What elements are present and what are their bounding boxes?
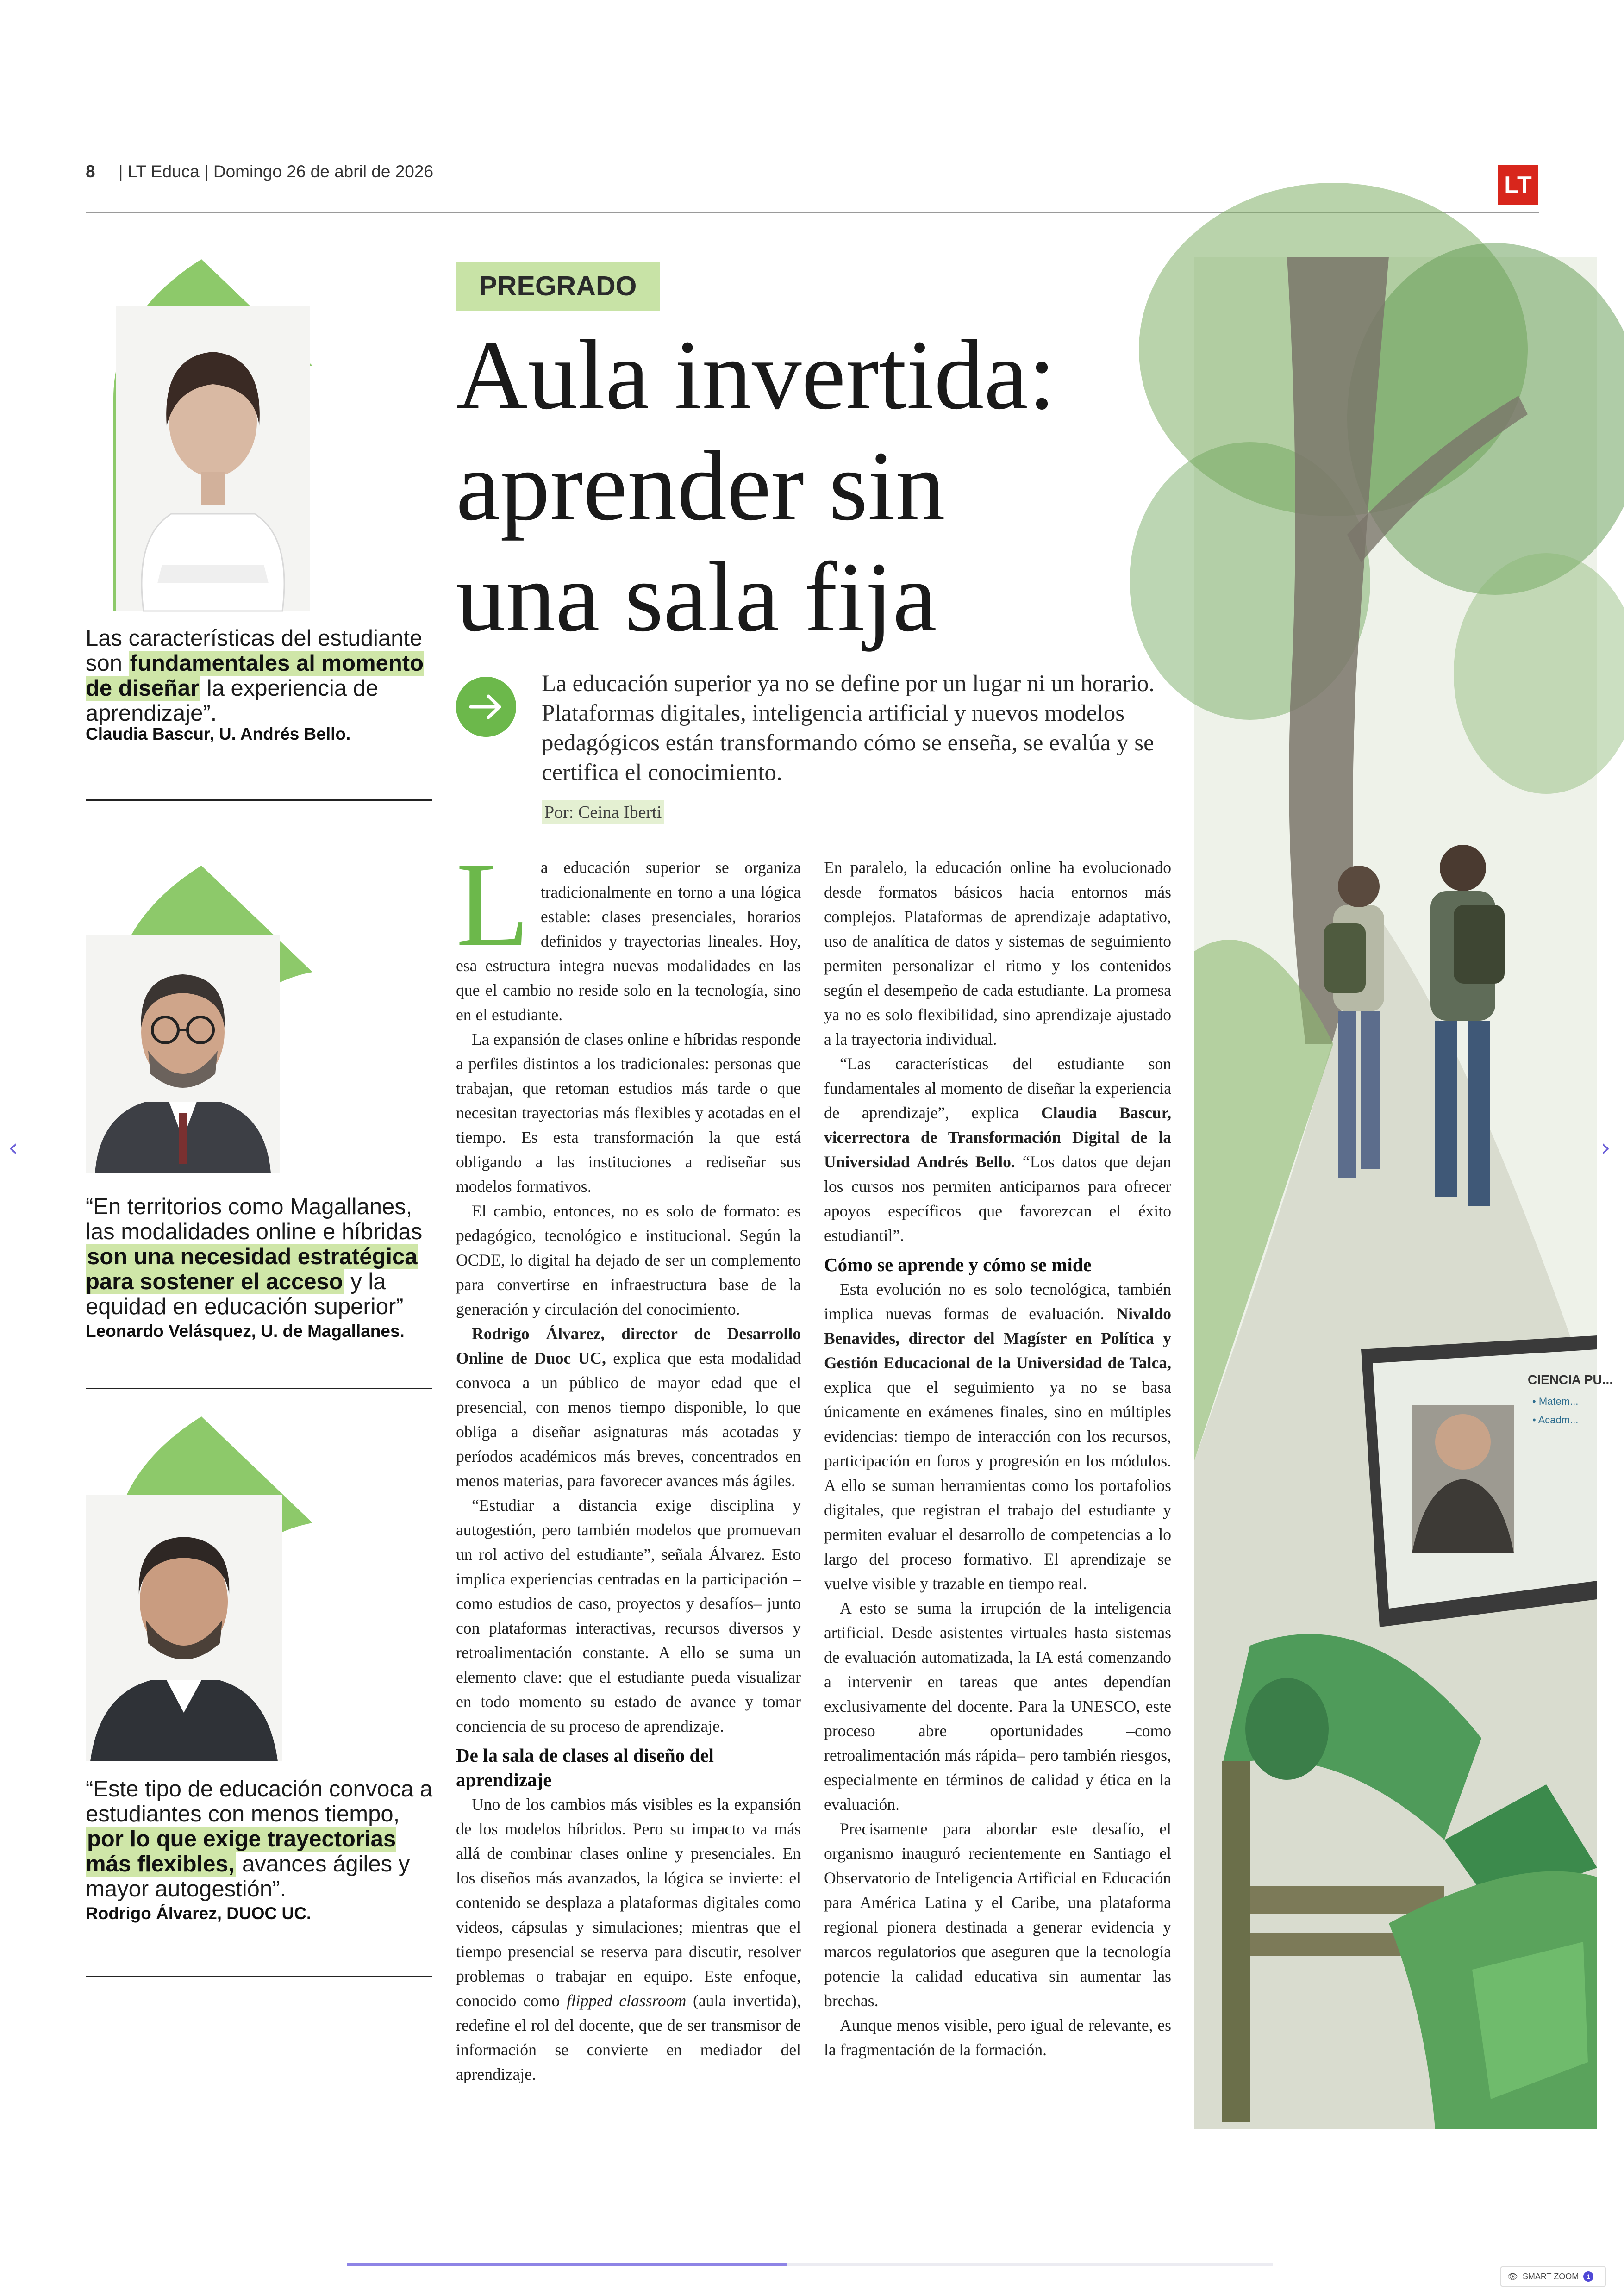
paragraph <box>824 1052 1171 1248</box>
paragraph: La expansión de clases online e híbridas responde a perfiles distintos a los tradicionales: personas que trabajan, que retoman estudios más tarde o que necesitan trayectorias más flexibles y acotadas en el tiempo. Es esta transformación la que está obligando a las instituciones a rediseñar sus modelos formativos. <box>456 1030 801 1196</box>
quote-2-text-end: y la equidad en educación superior” <box>86 1269 404 1319</box>
paragraph: A esto se suma la irrupción de la inteligencia artificial. Desde asistentes virtuales hasta sistemas de evaluación automatizada, la IA está comenzando a intervenir en tareas que antes dependían exclusivamente del docente. Para la UNESCO, este proceso abre oportunidades –como retroalimentación más rápida– pero también riesgos, especialmente en términos de calidad y ética en la evaluación. <box>824 1599 1171 1814</box>
headline-line-3: una sala fija <box>456 542 937 652</box>
paragraph: El cambio, entonces, no es solo de formato: es pedagógico, tecnológico e institucional. Según la OCDE, lo digital ha dejado de ser un complemento para convertirse en infraestructura base de la generación y circulación del conocimiento. <box>456 1202 801 1318</box>
emphasis: flipped classroom <box>566 1991 687 2010</box>
page-header <box>86 162 433 181</box>
source-name: Claudia Bascur, vicerrectora de Transformación Digital de la Universidad Andrés Bello. <box>824 1104 1171 1171</box>
quote-3-text-end: avances ágiles y mayor autogestión”. <box>86 1852 410 1902</box>
headline-line-1: Aula invertida: <box>456 319 1056 430</box>
paragraph-text: “Las características del estudiante son fundamentales al momento de diseñar la experiencia de aprendizaje”, explica <box>824 1054 1171 1122</box>
next-page-button[interactable]: › <box>1601 1134 1611 1162</box>
section-tag: PREGRADO <box>456 262 660 311</box>
quote-divider-1 <box>86 799 432 801</box>
article-lead: La educación superior ya no se define por un lugar ni un horario. Plataformas digitales, inteligencia artificial y nuevos modelos pedagógicos están transformando cómo se enseña, se evalúa y se certifica el conocimiento. <box>542 671 1155 786</box>
quote-1-text-end: la experiencia de aprendizaje”. <box>86 676 379 726</box>
portrait-rodrigo-alvarez <box>86 1495 282 1761</box>
paragraph: “Estudiar a distancia exige disciplina y autogestión, pero también modelos que promuevan un rol activo del estudiante”, señala Álvarez. Esto implica experiencias centradas en la participación –como estudios de caso, proyectos y desafíos– junto con plataformas interactivas, recursos diversos y retroalimentación constante. A ello se suma un elemento clave: que el estudiante pueda visualizar en todo momento su estado de avance y tomar conciencia de su proceso de aprendizaje. <box>456 1496 801 1735</box>
quote-3-highlight: por lo que exige trayectorias más flexibles, <box>86 1827 396 1877</box>
paragraph-text: (aula invertida), redefine el rol del docente, que de ser transmisor de información se convierte en mediador del aprendizaje. <box>456 1991 801 2083</box>
quote-1 <box>86 626 437 726</box>
smart-zoom-button[interactable] <box>1500 2266 1606 2287</box>
quote-3-author: Rodrigo Álvarez, DUOC UC. <box>86 1904 312 1923</box>
paragraph <box>456 1322 801 1493</box>
section-date: | LT Educa | Domingo 26 de abril de 2026 <box>118 162 434 181</box>
watercolor-campus-scene <box>1194 257 1613 2129</box>
subheading: Cómo se aprende y cómo se mide <box>824 1254 1092 1275</box>
paragraph: Precisamente para abordar este desafío, el organismo inauguró recientemente en Santiago el Observatorio de Inteligencia Artificial en Educación para América Latina y el Caribe, una plataforma regional pionera destinada a generar evidencia y marcos regulatorios que aseguren que la tecnología potencie la calidad educativa sin aumentar las brechas. <box>824 1820 1171 2010</box>
quote-2-highlight: son una necesidad estratégica para sostener el acceso <box>86 1244 418 1294</box>
paragraph-text: explica que el seguimiento ya no se basa únicamente en exámenes finales, sino en múltiples evidencias: tiempo de interacción con los recursos, participación en foros y progresión en los módulos. A ello se suman herramientas como los portafolios digitales, que registran el trabajo del estudiante y permiten evaluar el desarrollo de competencias a lo largo del proceso formativo. El aprendizaje se vuelve visible y trazable en tiempo real. <box>824 1378 1171 1593</box>
dropcap: L <box>456 838 530 971</box>
source-name: Nivaldo Benavides, director del Magíster en Política y Gestión Educacional de la Universidad de Talca, <box>824 1304 1171 1372</box>
source-name: Rodrigo Álvarez, director de Desarrollo Online de Duoc UC, <box>456 1324 801 1367</box>
quote-2 <box>86 1194 437 1319</box>
paragraph <box>824 1277 1171 1596</box>
smart-zoom-label: SMART ZOOM <box>1522 2271 1579 2281</box>
arrow-right-icon <box>456 677 516 737</box>
article-column-2 <box>824 855 1171 2062</box>
quote-3 <box>86 1777 437 1902</box>
paragraph-text: Uno de los cambios más visibles es la expansión de los modelos híbridos. Pero su impacto va más allá de combinar clases online y presenciales. En los diseños más avanzados, la lógica se invierte: el contenido se desplaza a plataformas digitales como videos, cápsulas y simulaciones; mientras que el tiempo presencial se reserva para discutir, resolver problemas o trabajar en equipo. Este enfoque, conocido como <box>456 1795 801 2010</box>
quote-1-text: Las características del estudiante son <box>86 626 423 676</box>
laptop-illustration <box>1361 1335 1613 1627</box>
lt-logo: LT <box>1498 165 1538 205</box>
quote-1-author: Claudia Bascur, U. Andrés Bello. <box>86 724 351 743</box>
paragraph-text: explica que esta modalidad convoca a un público de mayor edad que el presencial, con menos tiempo disponible, lo que obliga a diseñar asignaturas más acotadas y períodos académicos más breves, concentrados en menos materias, para favorecer avances más ágiles. <box>456 1349 801 1490</box>
zoom-badge: 1 <box>1583 2271 1593 2282</box>
paragraph: a educación superior se organiza tradicionalmente en torno a una lógica estable: clases presenciales, horarios definidos y trayectorias lineales. Hoy, esa estructura integra nuevas modalidades en las que el cambio no reside solo en la tecnología, sino en el estudiante. <box>456 858 801 1024</box>
laptop-slide-bullet-2: • Acadm... <box>1532 1414 1579 1426</box>
headline <box>456 319 1197 653</box>
eye-icon: 👁 <box>1507 2271 1518 2281</box>
portrait-claudia-bascur <box>116 306 310 611</box>
quote-2-text: “En territorios como Magallanes, las modalidades online e híbridas <box>86 1194 423 1244</box>
quote-divider-3 <box>86 1976 432 1977</box>
paragraph <box>456 1792 801 2087</box>
paragraph-text: “Los datos que dejan los cursos nos permiten anticiparnos para ofrecer apoyos específicos que favorezcan el éxito estudiantil”. <box>824 1153 1171 1245</box>
article-column-1 <box>456 838 801 2087</box>
quote-3-text: “Este tipo de educación convoca a estudiantes con menos tiempo, <box>86 1777 433 1827</box>
quote-divider-2 <box>86 1388 432 1389</box>
page-progress-bar[interactable] <box>347 2263 1273 2266</box>
previous-page-button[interactable]: ‹ <box>8 1134 18 1162</box>
page-number: 8 <box>86 162 95 181</box>
paragraph-text: Esta evolución no es solo tecnológica, también implica nuevas formas de evaluación. <box>824 1280 1171 1323</box>
quote-1-highlight: fundamentales al momento de diseñar <box>86 651 424 701</box>
paragraph: En paralelo, la educación online ha evolucionado desde formatos básicos hacia entornos más complejos. Plataformas de aprendizaje adaptativo, uso de analítica de datos y sistemas de seguimiento permiten personalizar el ritmo y los contenidos según el desempeño de cada estudiante. La promesa ya no es solo flexibilidad, sino aprendizaje ajustado a la trayectoria individual. <box>824 858 1171 1048</box>
subheading: De la sala de clases al diseño del aprendizaje <box>456 1745 714 1790</box>
campus-illustration <box>1194 257 1613 2129</box>
laptop-slide-title: CIENCIA PU... <box>1528 1372 1613 1387</box>
paragraph: Aunque menos visible, pero igual de relevante, es la fragmentación de la formación. <box>824 2016 1171 2059</box>
byline: Por: Ceina Iberti <box>542 800 664 824</box>
headline-line-2: aprender sin <box>456 430 945 541</box>
page-progress-fill <box>347 2263 787 2266</box>
portrait-leonardo-velasquez <box>86 935 280 1173</box>
quote-2-author: Leonardo Velásquez, U. de Magallanes. <box>86 1322 405 1341</box>
laptop-slide-bullet-1: • Matem... <box>1532 1396 1579 1407</box>
